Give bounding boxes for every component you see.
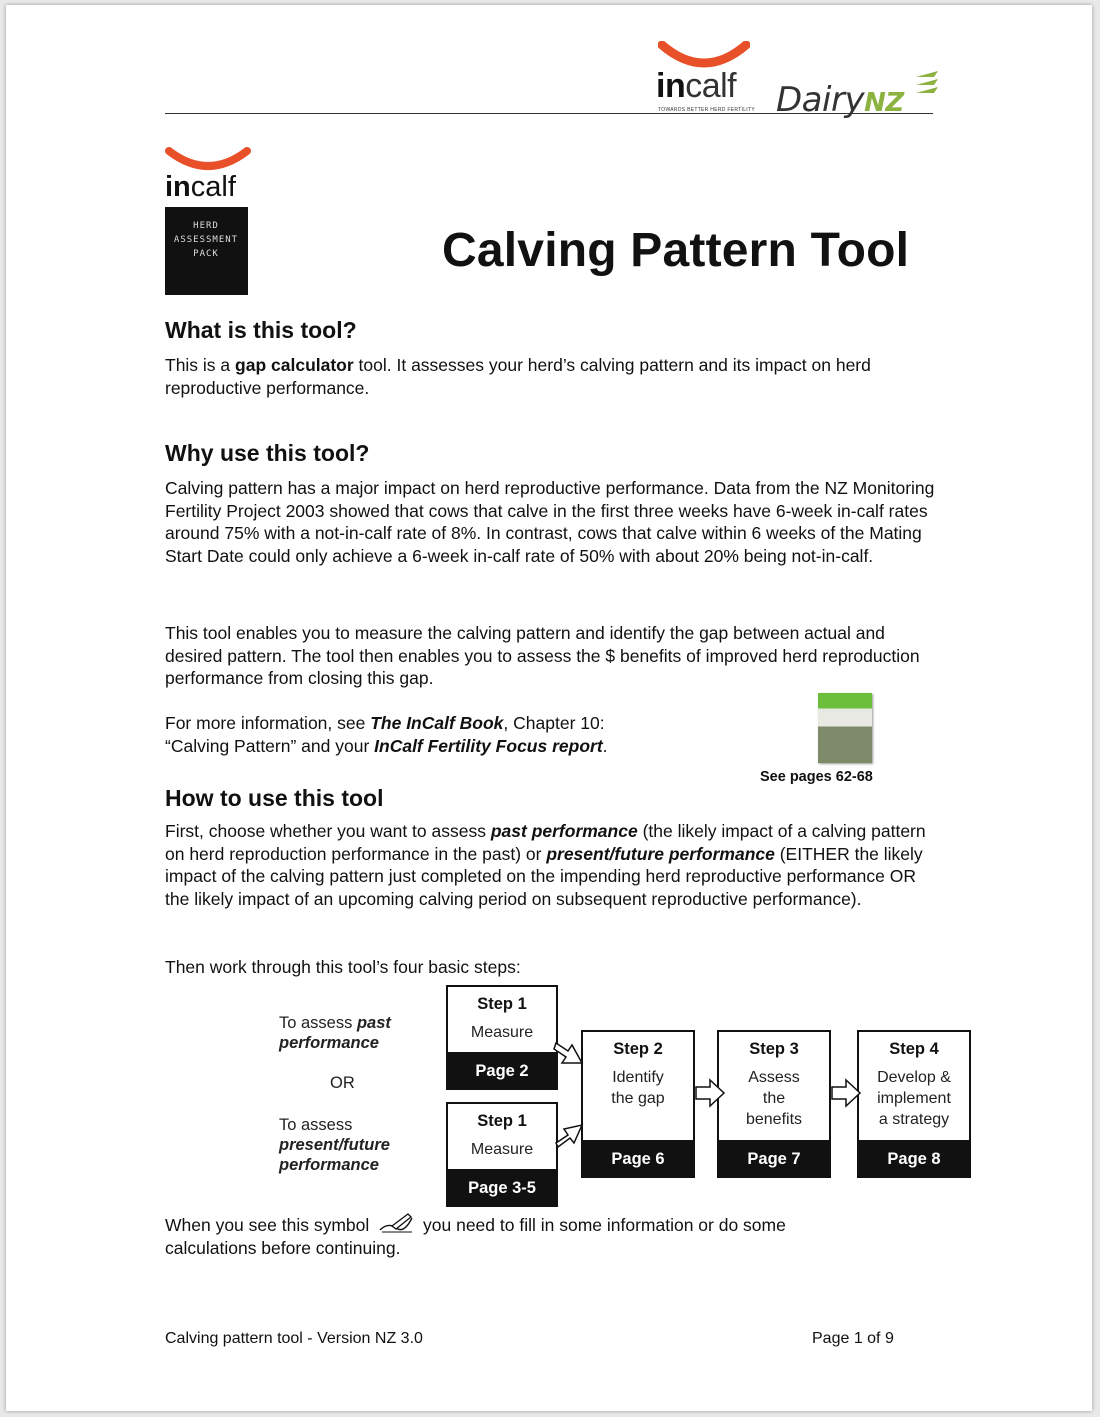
present-performance-label: To assess present/future performance [279,1116,390,1174]
step3-page-label: Page 7 [717,1140,831,1178]
what-heading: What is this tool? [165,317,357,343]
incalf-logo [646,35,756,115]
incalf-book-cover-icon [818,693,872,763]
step1-present-box: Step 1 Measure Page 3-5 [446,1102,558,1207]
why-paragraph-1: Calving pattern has a major impact on herd reproductive performance. Data from the NZ Monitoring Fertility Project 2003 showed that cows that calve in the first three weeks have 6-week in-calf rates around 75% with a not-in-calf rate of 8%. In contrast, cows that calve within 6 weeks of the Mating Start Date could only achieve a 6-week in-calf rate of 50% with about 20% being not-in-calf. [165,478,935,566]
dairynz-logo: DairyNZ [776,69,940,120]
past-performance-label: To assess past performance [279,1014,391,1052]
step2-box: Step 2 Identify the gap Page 6 [581,1030,695,1178]
step4-box: Step 4 Develop & implement a strategy Page 8 [857,1030,971,1178]
symbol-note: When you see this symbol you need to fill in some information or do some calculations before continuing. [165,1212,945,1259]
step1-present-page-label: Page 3-5 [446,1169,558,1207]
how-paragraph-1: First, choose whether you want to assess past performance (the likely impact of a calving pattern on herd reproduction performance in the past) or present/future performance (EITHER the likely impact of the calving pattern just completed on the impending herd reproductive performance OR the likely impact of an upcoming calving period on subsequent reproductive performance). [165,821,926,909]
pack-logo-word: incalf [165,171,236,203]
step1-past-page-label: Page 2 [446,1052,558,1090]
pack-logo-box: HERD ASSESSMENT PACK [165,207,247,295]
step3-box: Step 3 Assess the benefits Page 7 [717,1030,831,1178]
step1-past-box: Step 1 Measure Page 2 [446,985,558,1090]
incalf-logo-word: incalf [656,67,737,105]
what-paragraph: This is a gap calculator tool. It assesses your herd’s calving pattern and its impact on herd reproductive performance. [165,355,871,398]
why-paragraph-2: This tool enables you to measure the calving pattern and identify the gap between actual and desired pattern. The tool then enables you to assess the $ benefits of improved herd reproduction performance from closing this gap. [165,623,920,688]
why-paragraph-3: For more information, see The InCalf Book, Chapter 10: “Calving Pattern” and your InCalf Fertility Focus report. [165,713,608,756]
or-label: OR [330,1074,355,1092]
page-title: Calving Pattern Tool [442,224,910,277]
book-caption: See pages 62-68 [760,769,873,785]
writing-hand-icon [378,1212,414,1234]
incalf-logo-tagline: TOWARDS BETTER HERD FERTILITY [658,107,755,113]
how-paragraph-2: Then work through this tool’s four basic steps: [165,957,521,977]
flow-arrows [546,1025,876,1165]
dairynz-swoosh-icon [914,69,940,99]
why-heading: Why use this tool? [165,440,370,466]
header-rule [165,113,933,114]
arrow-step2-to-step3-icon [696,1080,724,1106]
step2-page-label: Page 6 [581,1140,695,1178]
arrow-step1-past-to-step2-icon [554,1043,582,1063]
herd-assessment-pack-logo [165,143,251,295]
pack-smile-icon [165,147,251,173]
arrow-step1-present-to-step2-icon [556,1125,582,1147]
how-heading: How to use this tool [165,785,384,811]
document-page [6,5,1092,1411]
footer-page-number: Page 1 of 9 [812,1330,894,1347]
footer-version: Calving pattern tool - Version NZ 3.0 [165,1330,423,1347]
arrow-step3-to-step4-icon [832,1080,860,1106]
step4-page-label: Page 8 [857,1140,971,1178]
